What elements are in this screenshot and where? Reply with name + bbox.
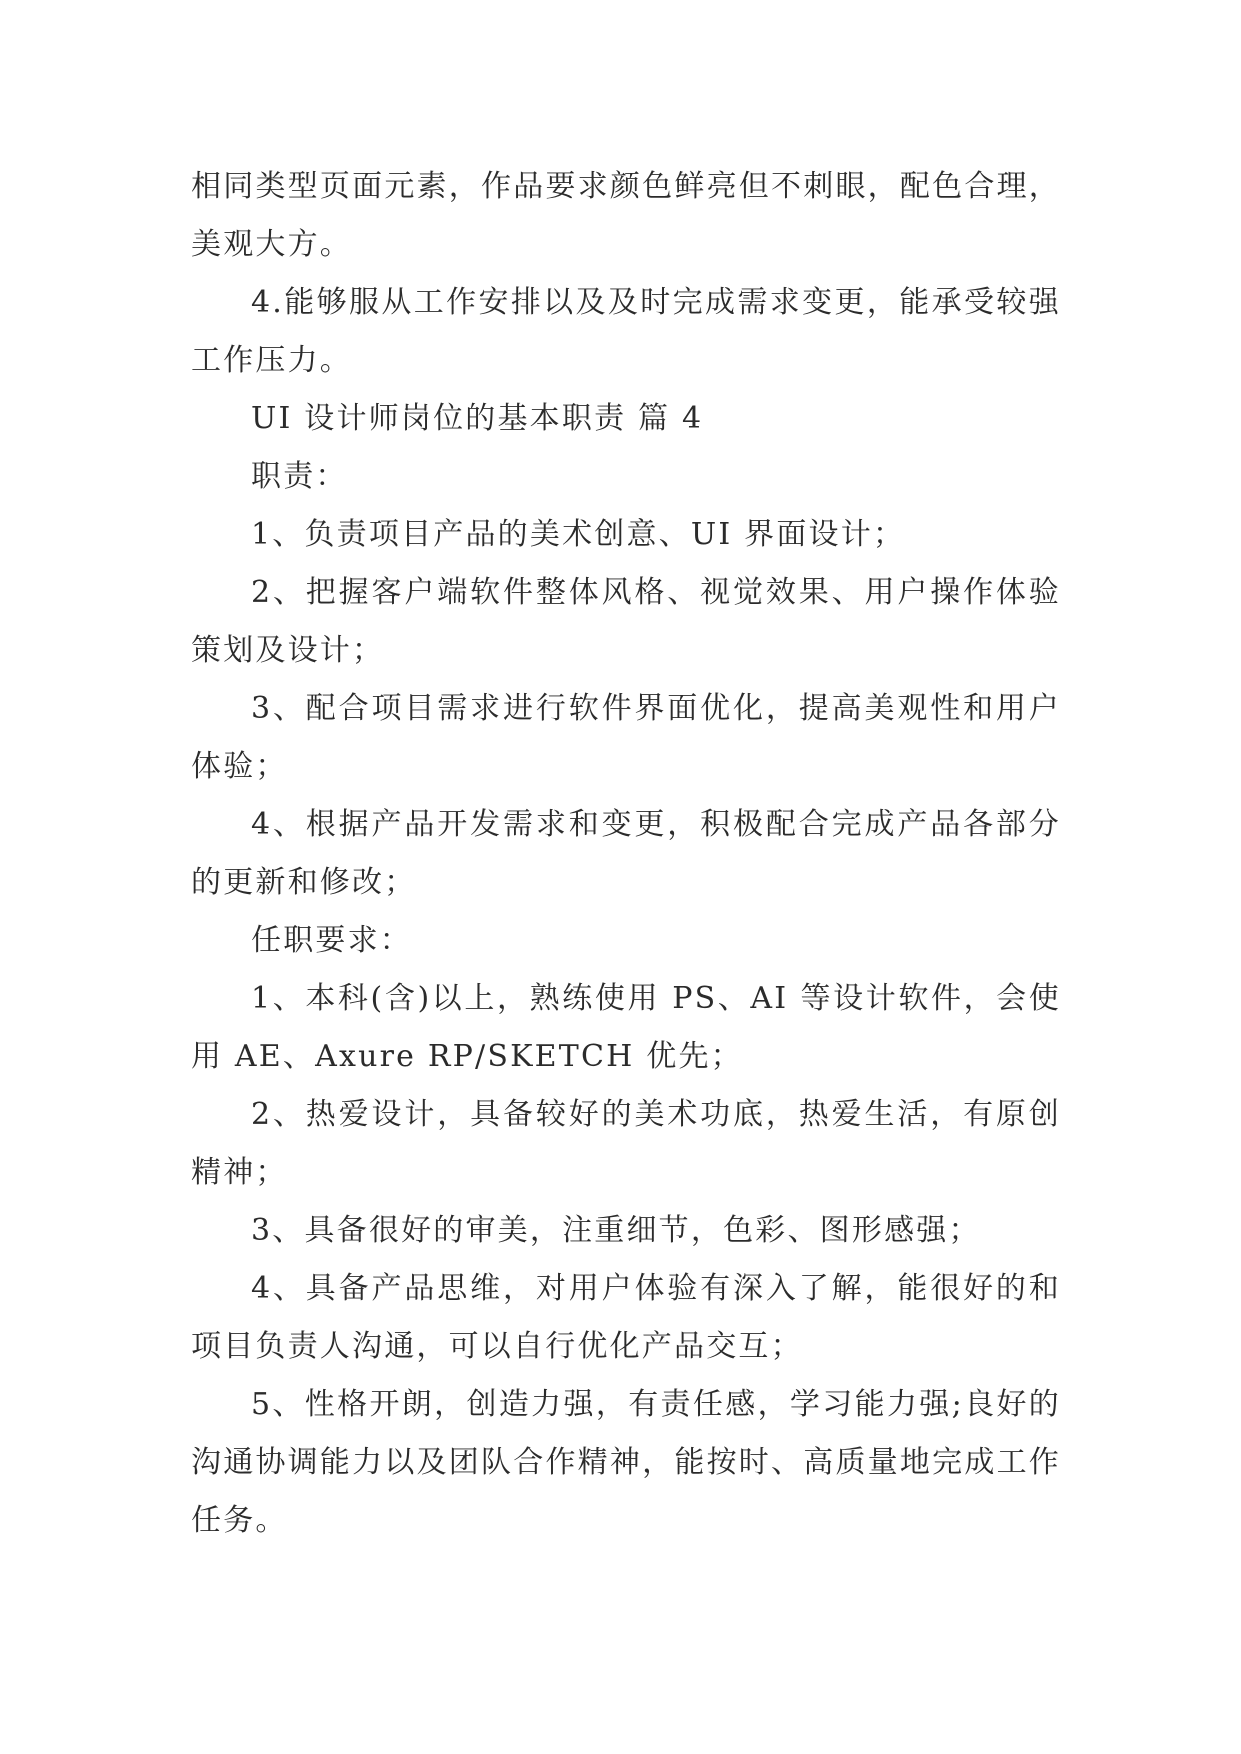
requirement-item-2: 2、热爱设计，具备较好的美术功底，热爱生活，有原创精神； [191, 1097, 1061, 1190]
requirements-heading: 任职要求： [251, 923, 412, 958]
responsibility-item-4: 4、根据产品开发需求和变更，积极配合完成产品各部分的更新和修改； [191, 807, 1061, 900]
responsibility-item-2: 2、把握客户端软件整体风格、视觉效果、用户操作体验策划及设计； [191, 575, 1061, 668]
requirement-item-1: 1、本科(含)以上，熟练使用 PS、AI 等设计软件，会使用 AE、Axure RP/SKETCH 优先； [191, 981, 1061, 1074]
paragraph-continued: 相同类型页面元素，作品要求颜色鲜亮但不刺眼，配色合理，美观大方。 [191, 169, 1061, 262]
requirement-item-3: 3、具备很好的审美，注重细节，色彩、图形感强； [251, 1213, 981, 1248]
requirement-item-5: 5、性格开朗，创造力强，有责任感，学习能力强;良好的沟通协调能力以及团队合作精神，能按时、高质量地完成工作任务。 [191, 1387, 1061, 1538]
paragraph-requirement-4: 4.能够服从工作安排以及及时完成需求变更，能承受较强工作压力。 [191, 285, 1061, 378]
responsibility-item-1: 1、负责项目产品的美术创意、UI 界面设计； [251, 517, 906, 552]
requirement-item-4: 4、具备产品思维，对用户体验有深入了解，能很好的和项目负责人沟通，可以自行优化产品交互； [191, 1271, 1061, 1364]
responsibility-item-3: 3、配合项目需求进行软件界面优化，提高美观性和用户体验； [191, 691, 1061, 784]
responsibilities-heading: 职责： [251, 459, 348, 494]
document-body [191, 158, 1061, 1550]
section-heading: UI 设计师岗位的基本职责 篇 4 [251, 401, 704, 436]
